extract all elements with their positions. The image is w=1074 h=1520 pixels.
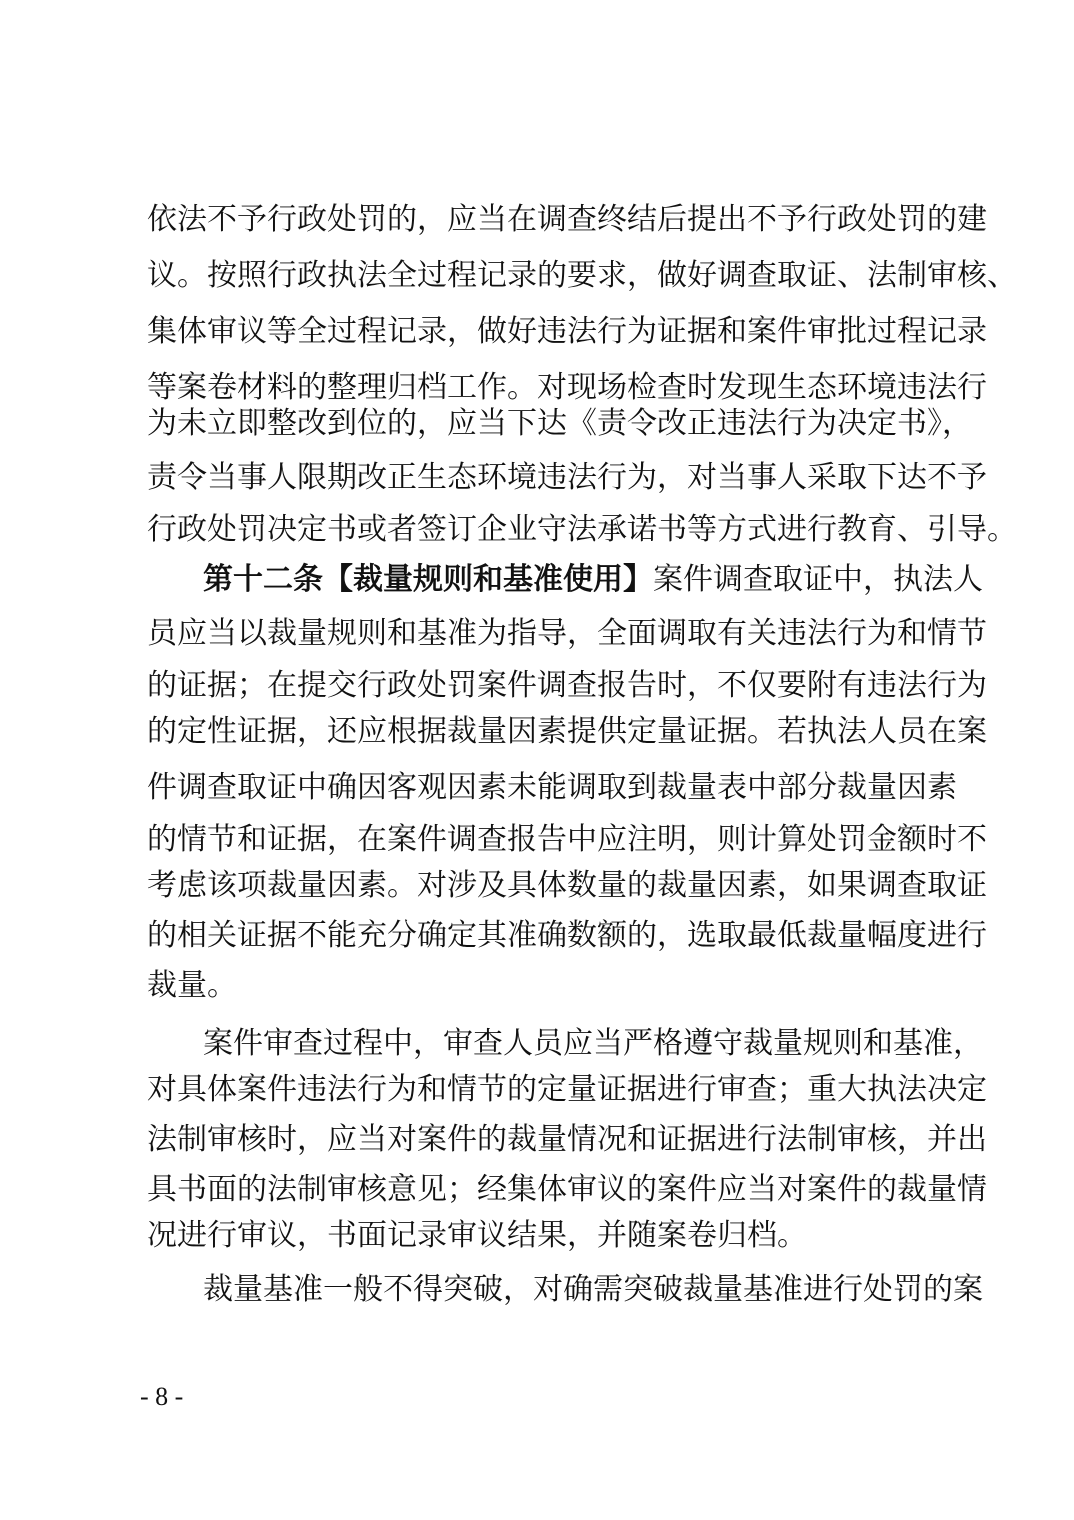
text-line: 裁量基准一般不得突破，对确需突破裁量基准进行处罚的案 xyxy=(203,1272,983,1307)
text-line: 件调查取证中确因客观因素未能调取到裁量表中部分裁量因素 xyxy=(147,770,957,805)
page-number: - 8 - xyxy=(140,1382,184,1411)
text-line: 责令当事人限期改正生态环境违法行为，对当事人采取下达不予 xyxy=(147,460,987,495)
text-line: 的相关证据不能充分确定其准确数额的，选取最低裁量幅度进行 xyxy=(147,918,987,953)
text-line: 行政处罚决定书或者签订企业守法承诺书等方式进行教育、引导。 xyxy=(147,512,1017,547)
text-line: 对具体案件违法行为和情节的定量证据进行审查；重大执法决定 xyxy=(147,1072,987,1107)
text-line: 议。按照行政执法全过程记录的要求，做好调查取证、法制审核、 xyxy=(147,258,1017,293)
article-heading: 第十二条【裁量规则和基准使用】 xyxy=(203,562,653,597)
text-line: 案件审查过程中，审查人员应当严格遵守裁量规则和基准， xyxy=(203,1026,983,1061)
text-line: 考虑该项裁量因素。对涉及具体数量的裁量因素，如果调查取证 xyxy=(147,868,987,903)
text-line: 况进行审议，书面记录审议结果，并随案卷归档。 xyxy=(147,1218,807,1253)
article-heading-line xyxy=(203,560,983,600)
text-line: 的定性证据，还应根据裁量因素提供定量证据。若执法人员在案 xyxy=(147,714,987,749)
text-line: 员应当以裁量规则和基准为指导，全面调取有关违法行为和情节 xyxy=(147,616,987,651)
text-line: 的情节和证据，在案件调查报告中应注明，则计算处罚金额时不 xyxy=(147,822,987,857)
text-line: 案件调查取证中，执法人 xyxy=(653,562,983,597)
text-line: 裁量。 xyxy=(147,968,237,1003)
text-line: 的证据；在提交行政处罚案件调查报告时，不仅要附有违法行为 xyxy=(147,668,987,703)
text-line: 具书面的法制审核意见；经集体审议的案件应当对案件的裁量情 xyxy=(147,1172,987,1207)
text-line: 依法不予行政处罚的，应当在调查终结后提出不予行政处罚的建 xyxy=(147,202,987,237)
text-line: 等案卷材料的整理归档工作。对现场检查时发现生态环境违法行 xyxy=(147,370,987,405)
text-line: 为未立即整改到位的，应当下达《责令改正违法行为决定书》， xyxy=(147,406,972,441)
text-line: 集体审议等全过程记录，做好违法行为证据和案件审批过程记录 xyxy=(147,314,987,349)
text-line: 法制审核时，应当对案件的裁量情况和证据进行法制审核，并出 xyxy=(147,1122,987,1157)
